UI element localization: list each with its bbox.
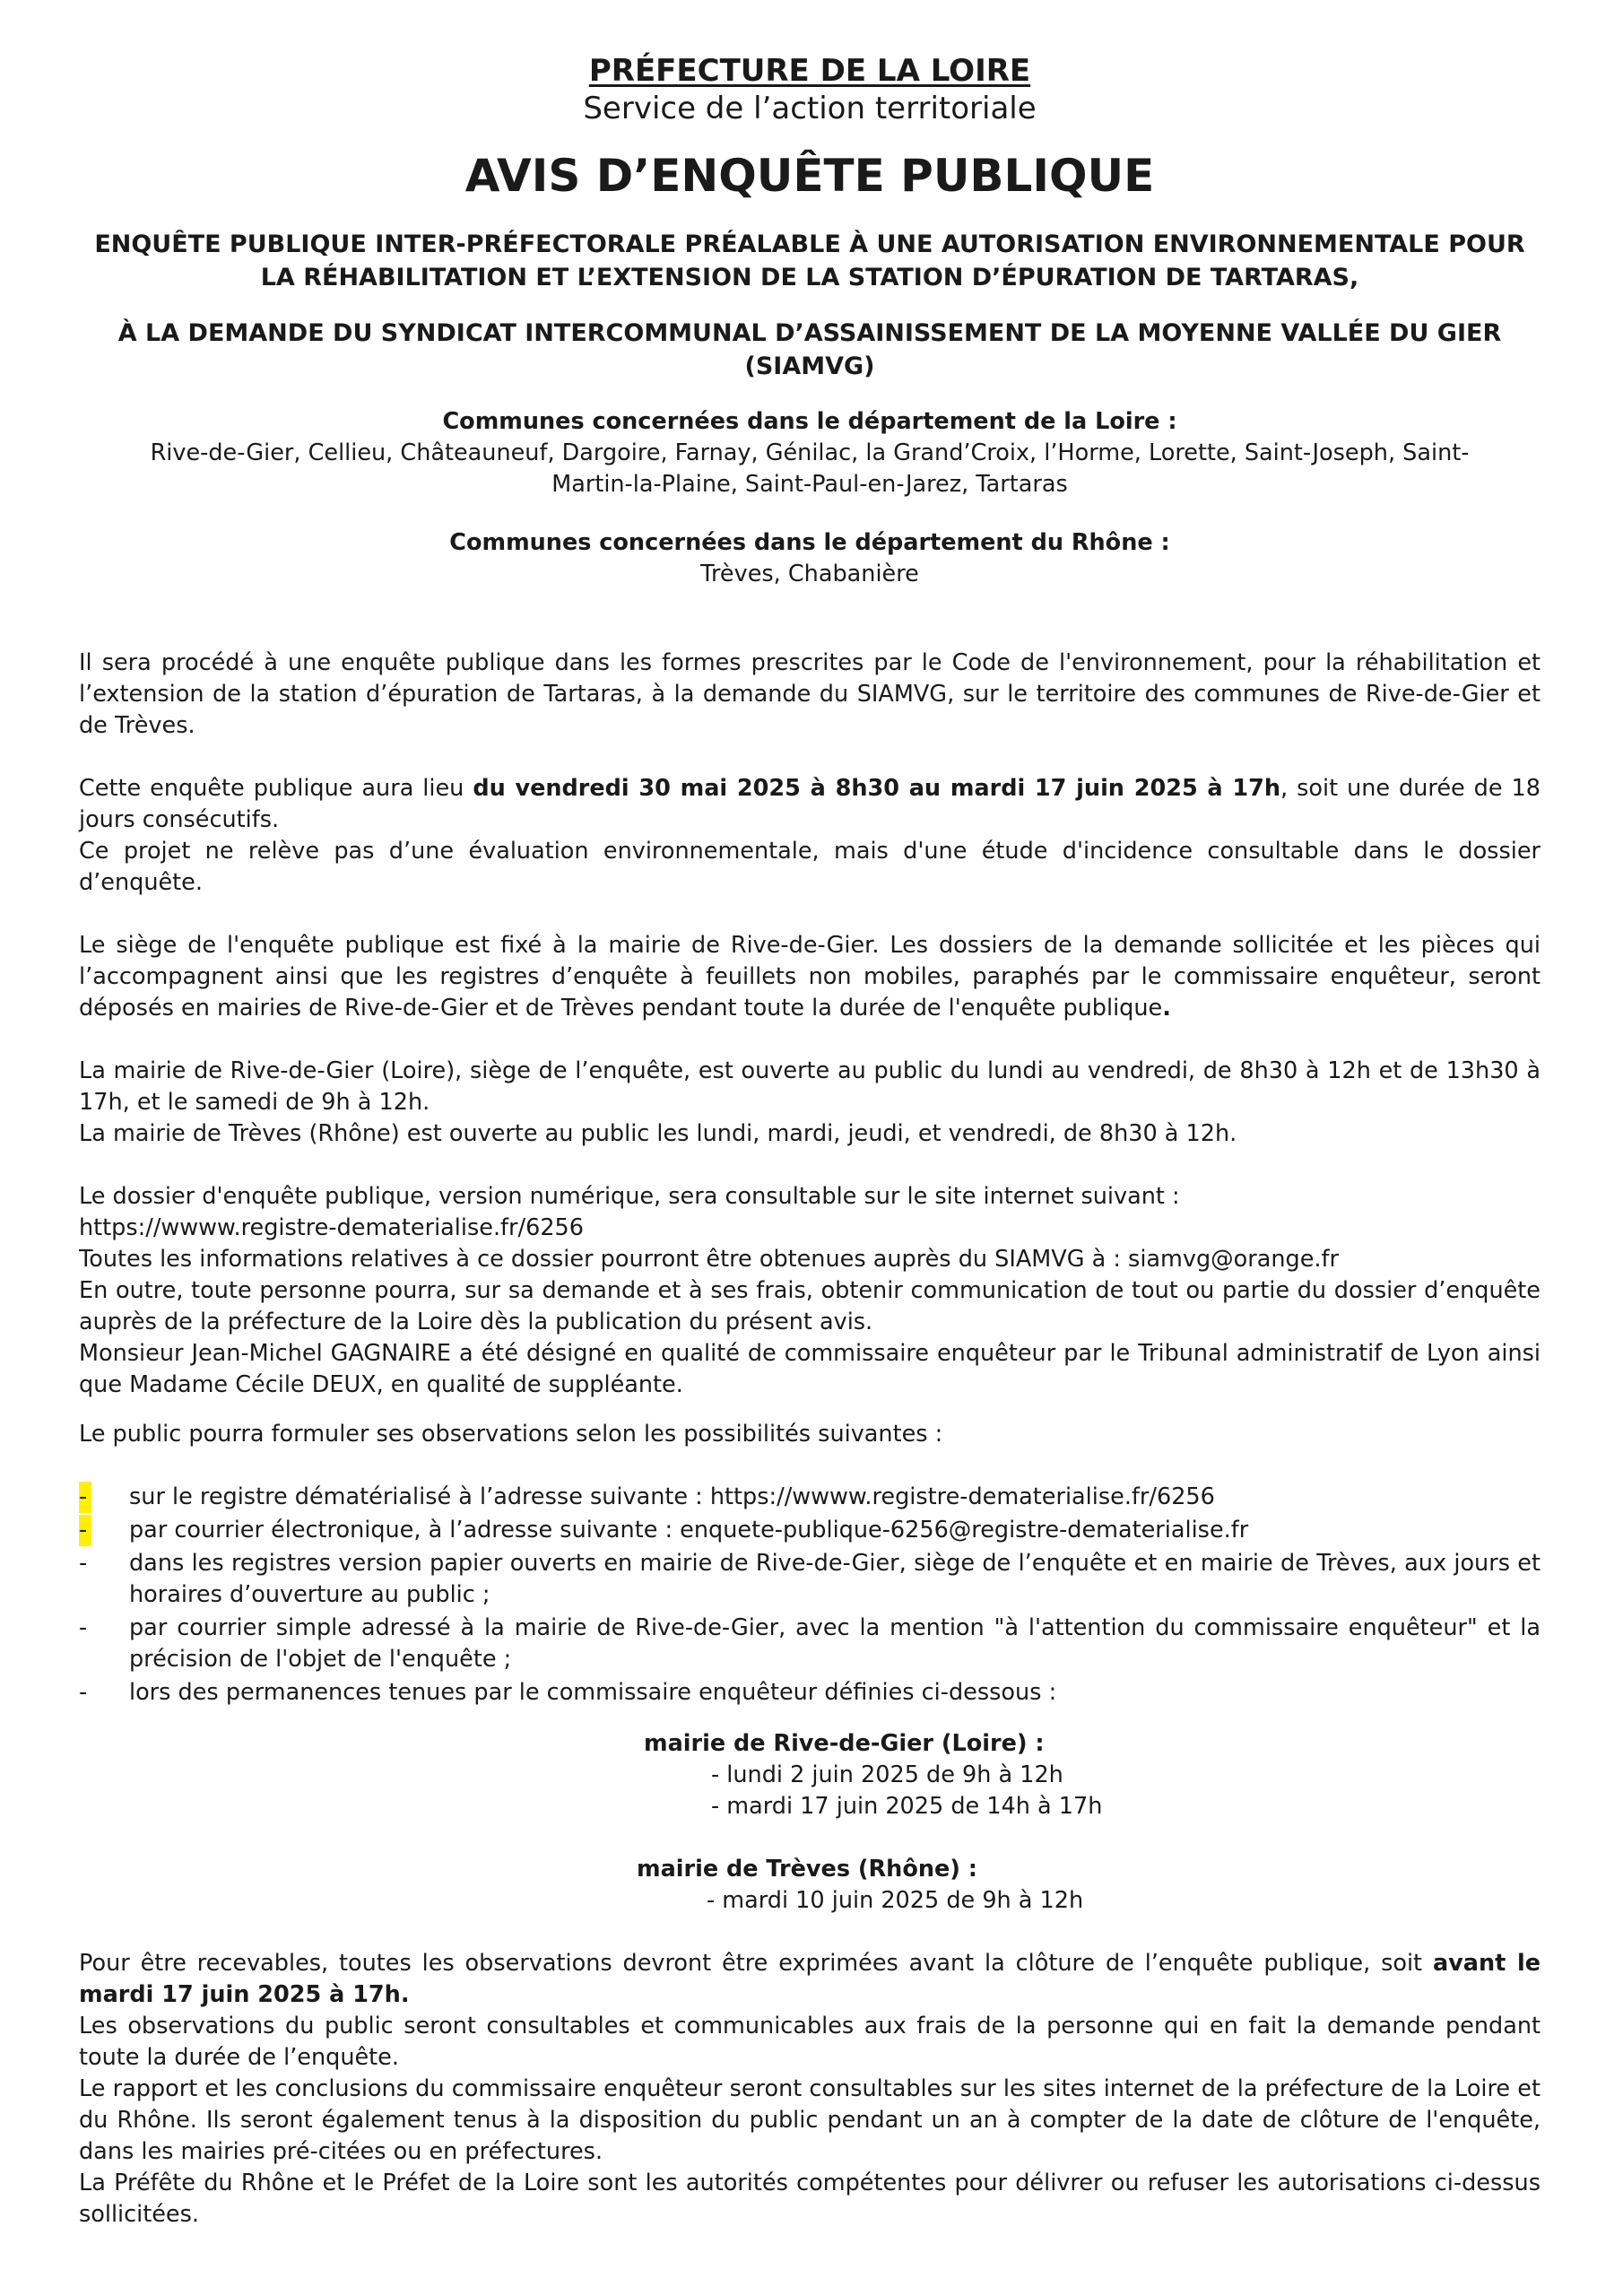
loire-communes-heading: Communes concernées dans le département de la Loire : [442, 408, 1177, 435]
permanence-treves-heading: mairie de Trèves (Rhône) : [637, 1856, 978, 1883]
paragraph-public-observations: Les observations du public seront consultables et communicables aux frais de la personne qui en fait la demande pendant toute la durée de l’enquête. [79, 2013, 1541, 2071]
permanence-item: - mardi 10 juin 2025 de 9h à 12h [707, 1887, 1084, 1914]
inquiry-subject: ENQUÊTE PUBLIQUE INTER-PRÉFECTORALE PRÉALABLE À UNE AUTORISATION ENVIRONNEMENTALE POUR LA RÉHABILITATION ET L’EXTENSION DE LA STATION D’ÉPURATION DE TARTARAS, [94, 230, 1525, 291]
paragraph-intro: Il sera procédé à une enquête publique dans les formes prescrites par le Code de l'environnement, pour la réhabilitation et l’extension de la station d’épuration de Tartaras, à la demande du SIAMVG, sur le territoire des communes de Rive-de-Gier et de Trèves. [79, 649, 1541, 739]
inquiry-requester: À LA DEMANDE DU SYNDICAT INTERCOMMUNAL D’ASSAINISSEMENT DE LA MOYENNE VALLÉE DU GIER (SIAMVG) [117, 319, 1502, 380]
list-item: - dans les registres version papier ouverts en mairie de Rive-de-Gier, siège de l’enquête et en mairie de Trèves, aux jours et horaires d’ouverture au public ; [79, 1550, 1541, 1608]
loire-communes-list: Rive-de-Gier, Cellieu, Châteauneuf, Dargoire, Farnay, Génilac, la Grand’Croix, l’Horme, Lorette, Saint-Joseph, Saint-Martin-la-Plaine, Saint-Paul-en-Jarez, Tartaras [150, 439, 1470, 498]
service-subtitle: Service de l’action territoriale [583, 91, 1037, 126]
notice-title: AVIS D’ENQUÊTE PUBLIQUE [464, 150, 1155, 202]
paragraph-evaluation: Ce projet ne relève pas d’une évaluation environnementale, mais d'une étude d'incidence consultable dans le dossier d’enquête. [79, 838, 1541, 896]
permanence-item: - mardi 17 juin 2025 de 14h à 17h [711, 1793, 1103, 1820]
list-item: - par courrier électronique, à l’adresse suivante : enquete-publique-6256@registre-dematerialise.fr [79, 1515, 1541, 1546]
permanence-rive-heading: mairie de Rive-de-Gier (Loire) : [644, 1730, 1045, 1757]
observation-modes-list [79, 1482, 1541, 1709]
paragraph-autorites: La Préfête du Rhône et le Préfet de la Loire sont les autorités compétentes pour délivrer ou refuser les autorisations ci-dessus sollicitées. [79, 2170, 1541, 2228]
list-item: - lors des permanences tenues par le commissaire enquêteur définies ci-dessous : [79, 1679, 1057, 1706]
list-item: - sur le registre dématérialisé à l’adresse suivante : https://wwww.registre-dematerialise.fr/6256 [79, 1482, 1541, 1513]
prefecture-title: PRÉFECTURE DE LA LOIRE [588, 53, 1031, 89]
permanence-item: - lundi 2 juin 2025 de 9h à 12h [711, 1761, 1063, 1788]
paragraph-siege: Le siège de l'enquête publique est fixé à la mairie de Rive-de-Gier. Les dossiers de la demande sollicitée et les pièces qui l’accompagnent ainsi que les registres d’enquête à feuillets non mobiles, paraphés par le commissaire enquêteur, seront déposés en mairies de Rive-de-Gier et de Trèves pendant toute la durée de l'enquête publique. [79, 932, 1541, 1022]
paragraph-communication: En outre, toute personne pourra, sur sa demande et à ses frais, obtenir communication de tout ou partie du dossier d’enquête auprès de la préfecture de la Loire dès la publication du présent avis. [79, 1277, 1541, 1335]
paragraph-deadline: Pour être recevables, toutes les observations devront être exprimées avant la clôture de l’enquête publique, soit avant le mardi 17 juin 2025 à 17h. [79, 1950, 1541, 2008]
rhone-communes-heading: Communes concernées dans le département du Rhône : [449, 529, 1170, 556]
rhone-communes-list: Trèves, Chabanière [700, 561, 919, 587]
paragraph-rapport: Le rapport et les conclusions du commissaire enquêteur seront consultables sur les sites internet de la préfecture de la Loire et du Rhône. Ils seront également tenus à la disposition du public pendant un an à compter de la date de clôture de l'enquête, dans les mairies pré-citées ou en préfectures. [79, 2075, 1541, 2165]
dossier-url[interactable]: https://wwww.registre-dematerialise.fr/6256 [79, 1214, 584, 1241]
list-item: - par courrier simple adressé à la mairie de Rive-de-Gier, avec la mention "à l'attention du commissaire enquêteur" et la précision de l'objet de l'enquête ; [79, 1614, 1541, 1673]
deadline-date: avant le mardi 17 juin 2025 à 17h. [79, 1950, 1541, 2008]
inquiry-dates: du vendredi 30 mai 2025 à 8h30 au mardi 17 juin 2025 à 17h [473, 775, 1281, 802]
paragraph-observations-intro: Le public pourra formuler ses observations selon les possibilités suivantes : [79, 1421, 943, 1448]
paragraph-dates: Cette enquête publique aura lieu du vendredi 30 mai 2025 à 8h30 au mardi 17 juin 2025 à 17h, soit une durée de 18 jours consécutifs. [79, 775, 1541, 833]
permanences [79, 1728, 1541, 1917]
paragraph-commissaire: Monsieur Jean-Michel GAGNAIRE a été désigné en qualité de commissaire enquêteur par le Tribunal administratif de Lyon ainsi que Madame Cécile DEUX, en qualité de suppléante. [79, 1340, 1541, 1398]
paragraph-info: Toutes les informations relatives à ce dossier pourront être obtenues auprès du SIAMVG à : siamvg@orange.fr [79, 1246, 1339, 1273]
paragraph-rive-hours: La mairie de Rive-de-Gier (Loire), siège de l’enquête, est ouverte au public du lundi au vendredi, de 8h30 à 12h et de 13h30 à 17h, et le samedi de 9h à 12h. [79, 1057, 1541, 1116]
paragraph-dossier: Le dossier d'enquête publique, version numérique, sera consultable sur le site internet suivant : [79, 1183, 1180, 1210]
paragraph-treves-hours: La mairie de Trèves (Rhône) est ouverte au public les lundi, mardi, jeudi, et vendredi, de 8h30 à 12h. [79, 1120, 1237, 1147]
